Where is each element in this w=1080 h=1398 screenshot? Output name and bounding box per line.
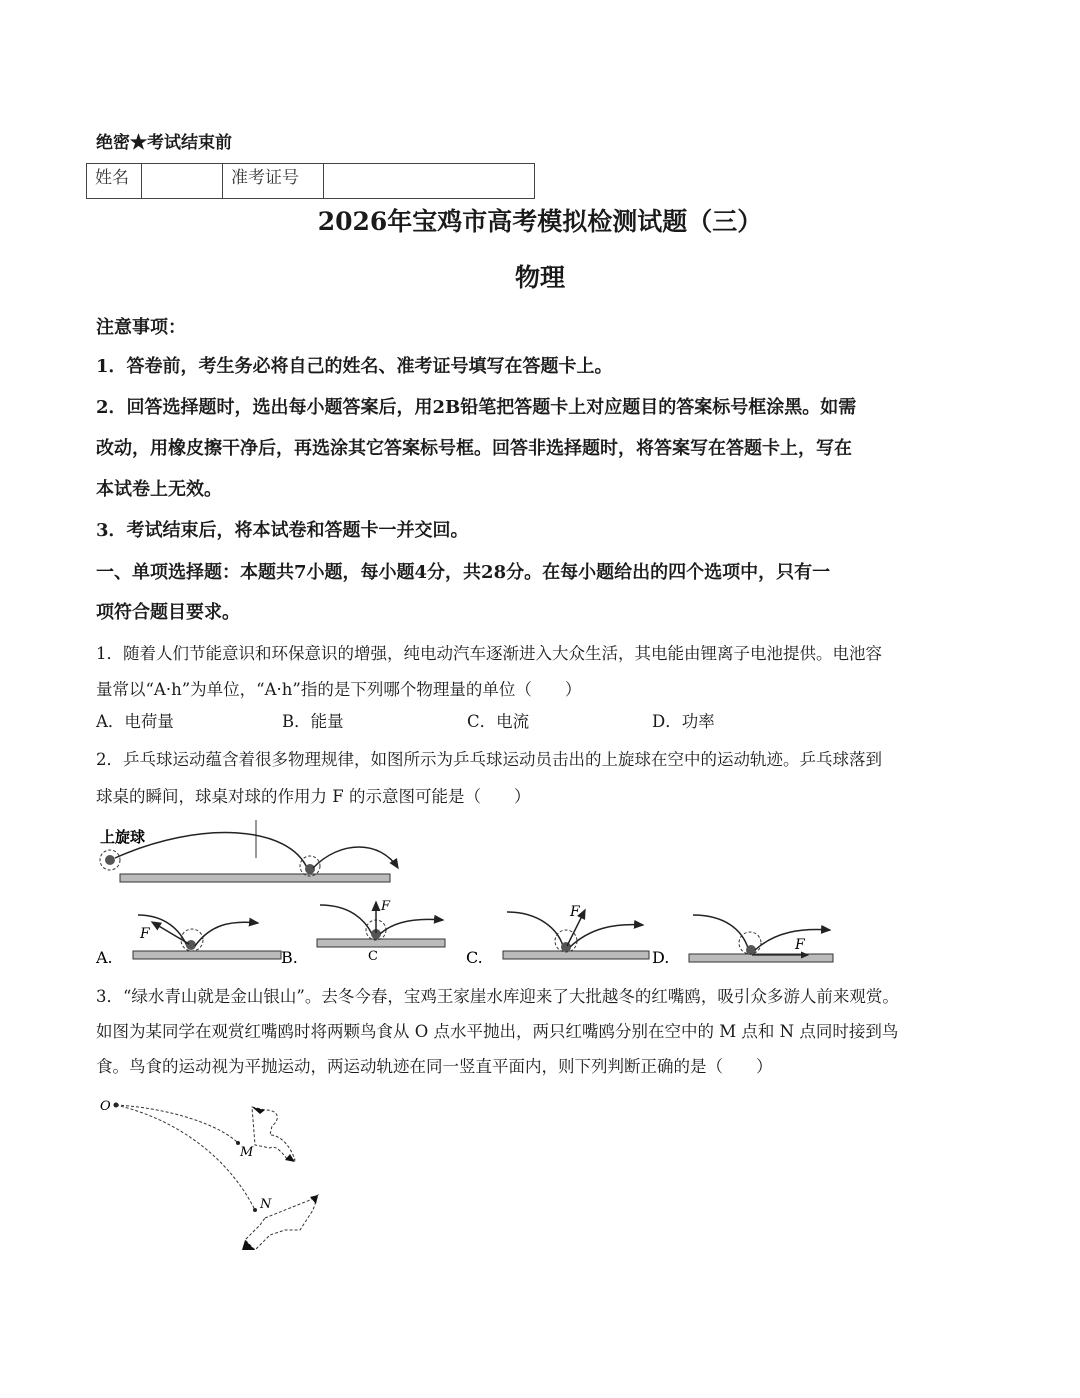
svg-text:C: C [368,949,378,964]
id-table [86,163,535,199]
seagull-figure [80,1090,360,1260]
svg-text:F: F [140,926,150,942]
option-d-diagram [652,915,833,967]
svg-text:D.: D. [652,948,670,967]
question-3-text: 3．“绿水青山就是金山银山”。去冬今春，宝鸡王家崖水库迎来了大批越冬的红嘴鸥，吸引众多游人前来观赏。 [96,987,899,1006]
svg-text:F: F [570,904,580,920]
question-2-text-cont: 球桌的瞬间，球桌对球的作用力 F 的示意图可能是（ ） [96,787,531,806]
notice-item: 2．回答选择题时，选出每小题答案后，用2B铅笔把答题卡上对应题目的答案标号框涂黑。如需 [96,397,857,418]
svg-text:F: F [795,937,805,953]
option-c: C．电流 [467,712,530,731]
notice-item: 本试卷上无效。 [96,479,222,500]
name-label: 姓名 [87,164,142,199]
topspin-label: 上旋球 [100,828,146,846]
notice-heading: 注意事项： [96,317,186,338]
option-d: D．功率 [652,712,715,731]
svg-text:M: M [240,1145,254,1160]
svg-text:O: O [100,1099,111,1114]
option-b-diagram [281,899,445,967]
question-3-text-cont2: 食。鸟食的运动视为平抛运动，两运动轨迹在同一竖直平面内，则下列判断正确的是（ ） [96,1057,773,1076]
question-1-text-cont: 量常以“A·h”为单位，“A·h”指的是下列哪个物理量的单位（ ） [96,680,582,699]
svg-text:N: N [260,1197,272,1212]
question-2-text: 2．乒乓球运动蕴含着很多物理规律，如图所示为乒乓球运动员击出的上旋球在空中的运动轨迹。乒乓球落到 [96,750,882,769]
pingpong-figure [0,820,1080,980]
svg-text:F: F [381,899,391,914]
question-3-text-cont: 如图为某同学在观赏红嘴鸥时将两颗鸟食从 O 点水平抛出，两只红嘴鸥分别在空中的 M 点和 N 点同时接到鸟 [96,1022,899,1041]
exam-id-label: 准考证号 [223,164,324,199]
option-a-diagram [95,915,281,967]
notice-item: 3．考试结束后，将本试卷和答题卡一并交回。 [96,520,469,541]
notice-item: 1．答卷前，考生务必将自己的姓名、准考证号填写在答题卡上。 [96,356,613,377]
confidential-label: 绝密★考试结束前 [96,133,232,153]
svg-text:C.: C. [466,948,483,967]
option-b: B．能量 [282,712,344,731]
question-1-options [96,708,715,732]
name-field[interactable] [142,164,223,199]
option-c-diagram [466,904,649,967]
option-a: A．电荷量 [96,712,174,731]
svg-text:B.: B. [281,948,298,967]
question-1-text: 1．随着人们节能意识和环保意识的增强，纯电动汽车逐渐进入大众生活，其电能由锂离子电池提供。电池容 [96,644,882,663]
svg-text:A.: A. [96,948,113,967]
subject-title: 物理 [514,263,565,292]
notice-item: 改动，用橡皮擦干净后，再选涂其它答案标号框。回答非选择题时，将答案写在答题卡上，写在 [96,438,852,459]
page-title: 2026年宝鸡市高考模拟检测试题（三） [317,207,763,236]
section-heading: 一、单项选择题：本题共7小题，每小题4分，共28分。在每小题给出的四个选项中，只有一 [96,562,831,583]
exam-id-field[interactable] [324,164,535,199]
section-heading-cont: 项符合题目要求。 [96,602,240,623]
